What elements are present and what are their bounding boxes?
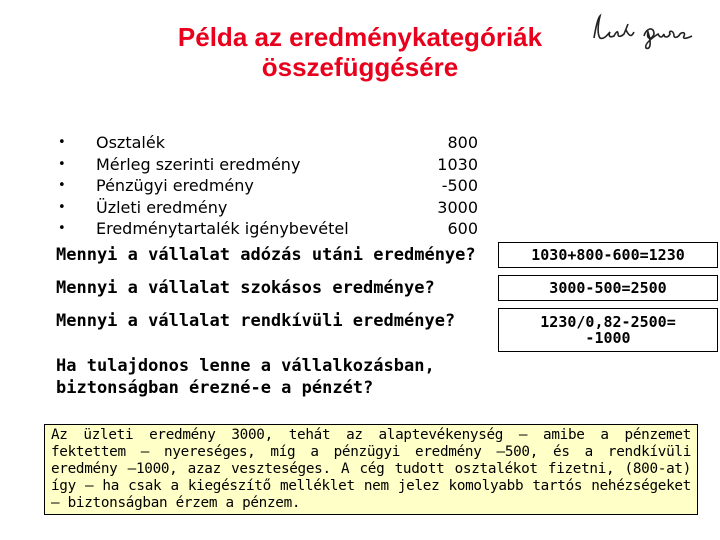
list-item <box>58 154 478 176</box>
item-label: Osztalék <box>96 133 165 153</box>
item-label: Mérleg szerinti eredmény <box>96 154 301 174</box>
bullet-icon: • <box>58 221 66 237</box>
question-after-tax: Mennyi a vállalat adózás utáni eredménye? <box>56 245 476 265</box>
answer-text: 1230/0,82-2500= <box>540 313 676 331</box>
item-value: 3000 <box>437 197 478 217</box>
bullet-icon: • <box>58 178 66 194</box>
list-item <box>58 132 478 154</box>
answer-box <box>498 275 718 301</box>
owner-question-line: Ha tulajdonos lenne a vállalkozásban, <box>56 356 435 376</box>
conclusion-box: Az üzleti eredmény 3000, tehát az alaptevékenység – amibe a pénzemet fektettem – nyereséges, míg a pénzügyi eredmény –500, és a rendkívüli eredmény –1000, azaz veszteséges. A cég tudott osztalékot fizetni, (800-at) így – ha csak a kiegészítő melléklet nem jelez komolyabb tartós nehézségeket – biztonságban érzem a pénzem. <box>44 424 698 515</box>
bullet-icon: • <box>58 156 66 172</box>
answer-text: 3000-500=2500 <box>549 279 667 297</box>
slide-title: Példa az eredménykategóriák összefüggésére <box>177 22 543 82</box>
answer-text: -1000 <box>585 329 631 347</box>
list-item <box>58 218 478 240</box>
owner-question-line: biztonságban érezné-e a pénzét? <box>56 378 374 398</box>
item-value: 800 <box>447 133 478 153</box>
bullet-icon: • <box>58 135 66 151</box>
signature <box>588 8 698 52</box>
item-label: Eredménytartalék igénybevétel <box>96 219 349 239</box>
list-item <box>58 197 478 219</box>
answer-box <box>498 308 718 352</box>
data-list <box>58 132 478 240</box>
answer-text: 1030+800-600=1230 <box>531 246 685 264</box>
item-label: Üzleti eredmény <box>96 197 228 217</box>
item-value: 600 <box>447 219 478 239</box>
item-value: 1030 <box>437 154 478 174</box>
list-item <box>58 175 478 197</box>
question-ordinary: Mennyi a vállalat szokásos eredménye? <box>56 278 435 298</box>
item-value: -500 <box>441 176 478 196</box>
question-extraordinary: Mennyi a vállalat rendkívüli eredménye? <box>56 311 456 331</box>
owner-question <box>56 355 435 399</box>
svg-text:Lévai Ágnes: Lévai Ágnes <box>588 8 595 9</box>
item-label: Pénzügyi eredmény <box>96 176 254 196</box>
bullet-icon: • <box>58 199 66 215</box>
answer-box <box>498 242 718 268</box>
